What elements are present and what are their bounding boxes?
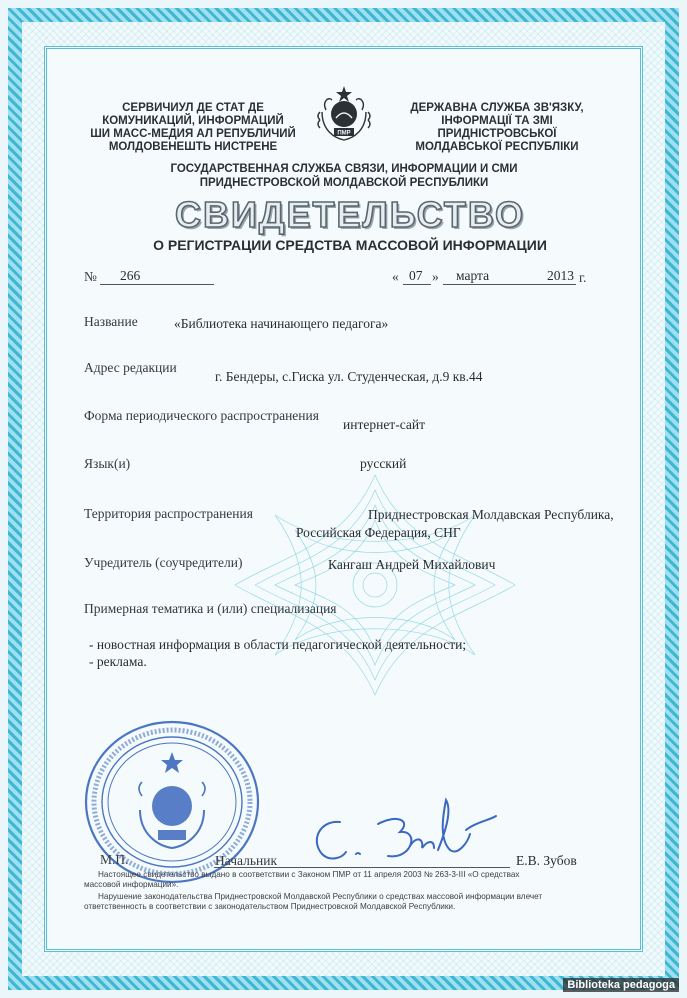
topic-item-1: - новостная информация в области педагогической деятельности; <box>89 637 467 652</box>
number-label: № <box>84 269 97 284</box>
position-label: Начальник <box>215 853 278 868</box>
emblem-label: ПМР <box>337 130 351 137</box>
language-value: русский <box>360 456 407 471</box>
registration-month: марта <box>456 268 490 283</box>
guilloche-rosette <box>215 455 535 715</box>
registration-day: 07 <box>409 268 423 283</box>
footnote-line4: ответственность в соответствии с законодательством Приднестровской Молдавской Республики. <box>84 902 456 911</box>
topic-item-2: - реклама. <box>89 654 147 669</box>
territory-value-line2: Российская Федерация, СНГ <box>296 525 461 540</box>
footnote-line1: Настоящее свидетельство выдано в соответствии с Законом ПМР от 11 апреля 2003 № 263-3-III «О средствах <box>98 870 520 879</box>
russian-org-line2: ПРИДНЕСТРОВСКОЙ МОЛДАВСКОЙ РЕСПУБЛИКИ <box>199 177 489 189</box>
address-label: Адрес редакции <box>84 360 177 375</box>
address-value: г. Бендеры, с.Гиска ул. Студенческая, д.9 кв.44 <box>215 369 483 384</box>
distribution-form-value: интернет-сайт <box>343 417 425 432</box>
registration-number: 266 <box>120 268 141 283</box>
moldovan-org-name: СЕРВИЧИУЛ ДЕ СТАТ ДЕ КОМУНИКАЦИЙ, ИНФОРМАЦИЙ ШИ МАСС-МЕДИЯ АЛ РЕПУБЛИЧИЙ МОЛДОВЕНЕШТЬ НИСТРЕНЕ <box>90 102 296 153</box>
language-label: Язык(и) <box>84 456 131 471</box>
number-underline <box>100 269 214 285</box>
territory-label: Территория распространения <box>84 506 253 521</box>
state-emblem-icon <box>312 82 376 144</box>
topics-label: Примерная тематика и (или) специализация <box>84 601 337 616</box>
certificate-title: СВИДЕТЕЛЬСТВО <box>175 194 525 235</box>
founder-value: Кангаш Андрей Михайлович <box>328 557 496 572</box>
name-value: «Библиотека начинающего педагога» <box>174 316 389 331</box>
certificate-subtitle: О РЕГИСТРАЦИИ СРЕДСТВА МАССОВОЙ ИНФОРМАЦИИ <box>153 237 547 253</box>
founder-label: Учредитель (соучредители) <box>84 555 243 570</box>
site-watermark: Biblioteka pedagoga <box>563 978 679 992</box>
year-suffix: г. <box>579 270 587 285</box>
footnote-line2: массовой информации». <box>84 880 179 889</box>
russian-org-line1: ГОСУДАРСТВЕННАЯ СЛУЖБА СВЯЗИ, ИНФОРМАЦИИ И СМИ <box>170 163 518 175</box>
date-quote-open: « <box>392 269 399 284</box>
ukrainian-org-name: ДЕРЖАВНА СЛУЖБА ЗВ'ЯЗКУ, ІНФОРМАЦІЇ ТА ЗМІ ПРИДНІСТРОВСЬКОЇ МОЛДАВСЬКОЇ РЕСПУБЛІКИ <box>410 102 584 153</box>
seal-place-label: М.П. <box>100 852 129 867</box>
name-label: Название <box>84 314 138 329</box>
registration-year: 2013 <box>547 268 574 283</box>
distribution-form-label: Форма периодического распространения <box>84 408 319 423</box>
territory-value-line1: Приднестровская Молдавская Республика, <box>368 507 614 522</box>
signer-name: Е.В. Зубов <box>516 853 577 868</box>
date-quote-close: » <box>432 269 439 284</box>
footnote-line3: Нарушение законодательства Приднестровской Молдавской Республики о средствах массовой информации влечет <box>98 892 543 901</box>
